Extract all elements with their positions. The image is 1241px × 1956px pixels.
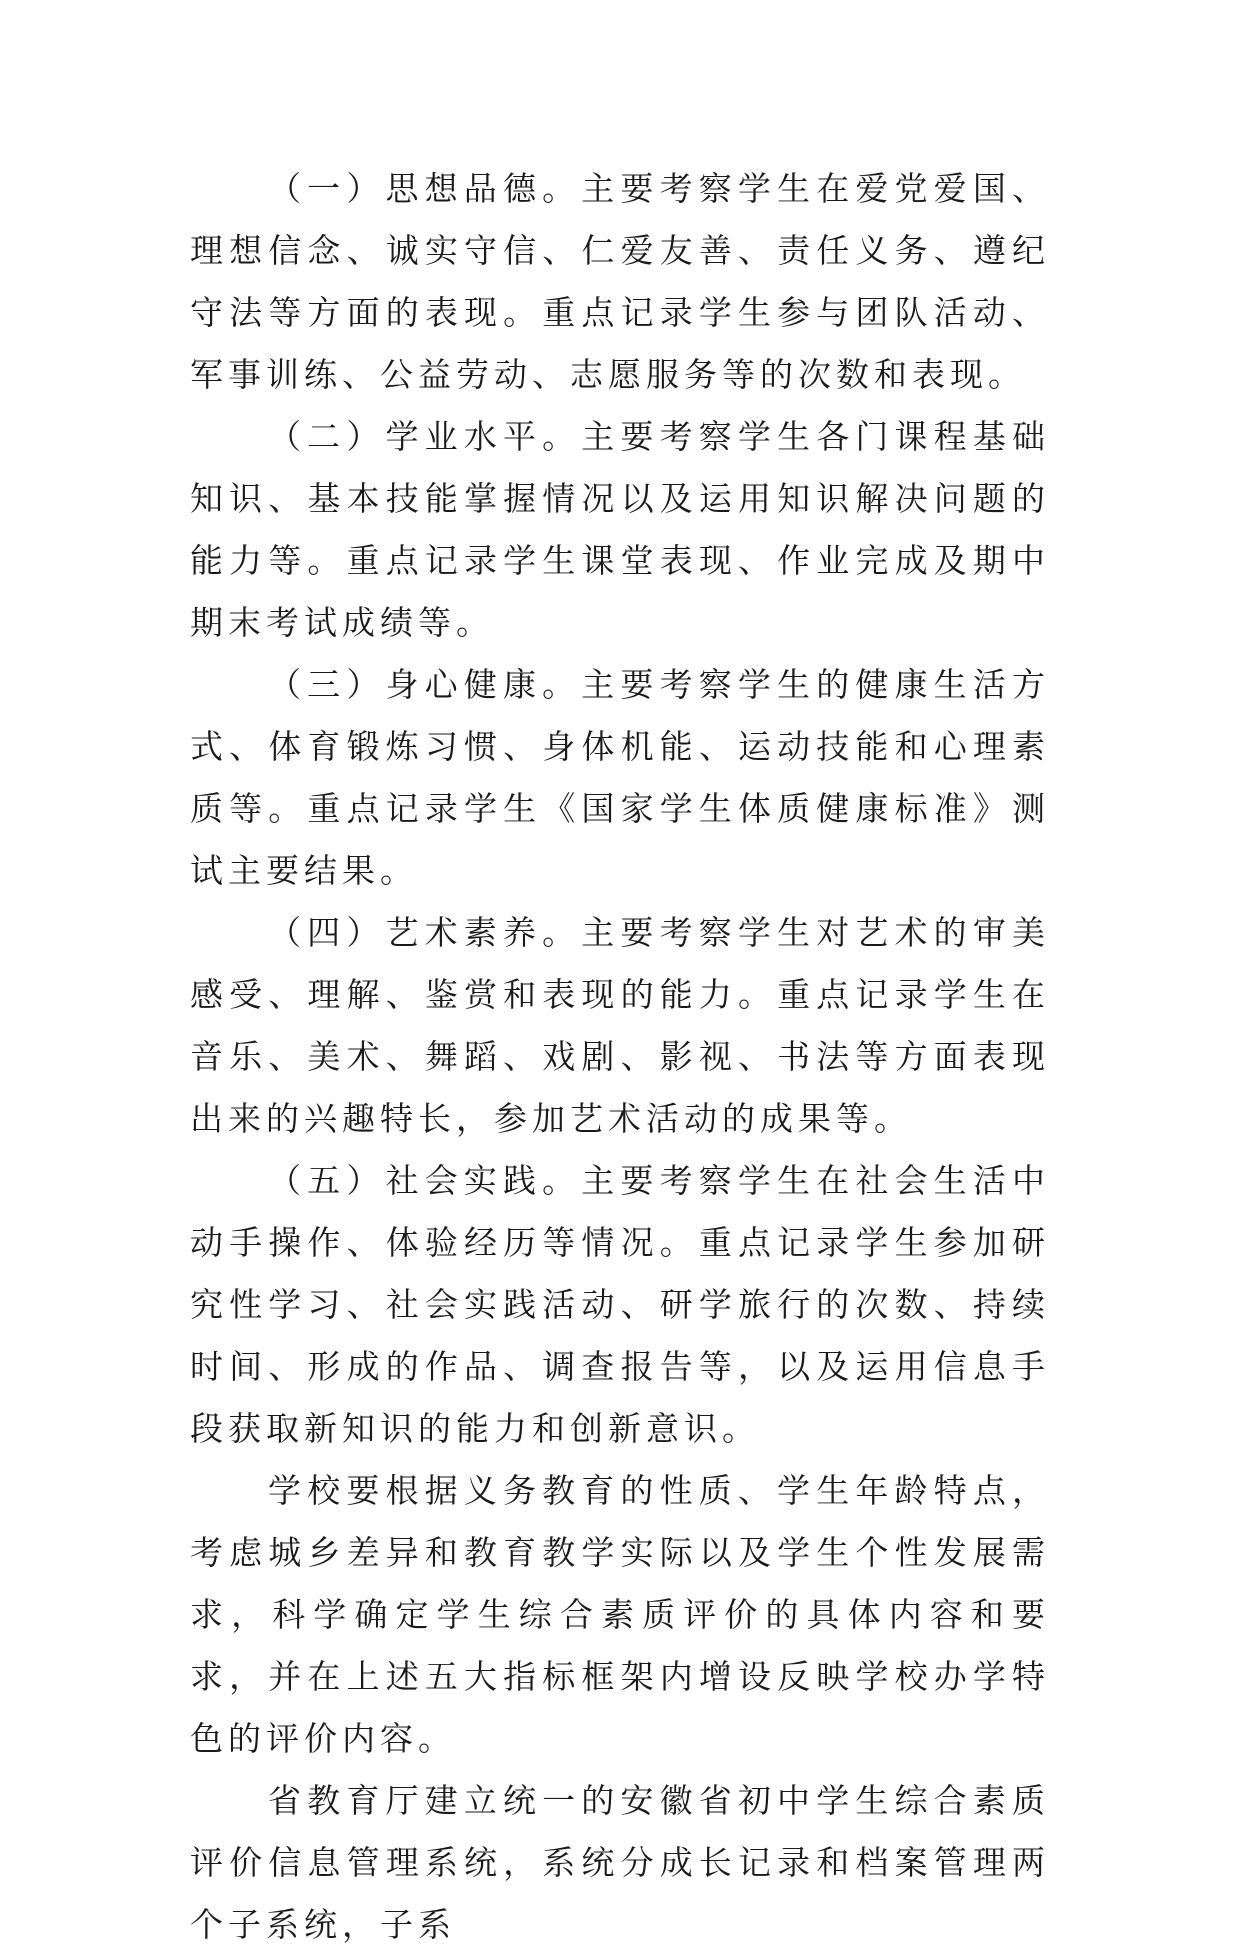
document-body [190, 158, 1050, 1956]
paragraph-artistic-literacy: （四）艺术素养。主要考察学生对艺术的审美感受、理解、鉴赏和表现的能力。重点记录学生在音乐、美术、舞蹈、戏剧、影视、书法等方面表现出来的兴趣特长，参加艺术活动的成果等。 [190, 913, 1050, 1138]
paragraph-social-practice: （五）社会实践。主要考察学生在社会生活中动手操作、体验经历等情况。重点记录学生参加研究性学习、社会实践活动、研学旅行的次数、持续时间、形成的作品、调查报告等，以及运用信息手段获取新知识的能力和创新意识。 [190, 1161, 1050, 1448]
paragraph-information-system: 省教育厅建立统一的安徽省初中学生综合素质评价信息管理系统，系统分成长记录和档案管理两个子系统，子系 [190, 1781, 1050, 1944]
paragraph-school-requirements: 学校要根据义务教育的性质、学生年龄特点，考虑城乡差异和教育教学实际以及学生个性发展需求，科学确定学生综合素质评价的具体内容和要求，并在上述五大指标框架内增设反映学校办学特色的评价内容。 [190, 1471, 1050, 1758]
paragraph-physical-mental-health: （三）身心健康。主要考察学生的健康生活方式、体育锻炼习惯、身体机能、运动技能和心理素质等。重点记录学生《国家学生体质健康标准》测试主要结果。 [190, 665, 1050, 890]
paragraph-moral-character: （一）思想品德。主要考察学生在爱党爱国、理想信念、诚实守信、仁爱友善、责任义务、遵纪守法等方面的表现。重点记录学生参与团队活动、军事训练、公益劳动、志愿服务等的次数和表现。 [190, 169, 1050, 394]
paragraph-academic-level: （二）学业水平。主要考察学生各门课程基础知识、基本技能掌握情况以及运用知识解决问题的能力等。重点记录学生课堂表现、作业完成及期中期末考试成绩等。 [190, 417, 1050, 642]
